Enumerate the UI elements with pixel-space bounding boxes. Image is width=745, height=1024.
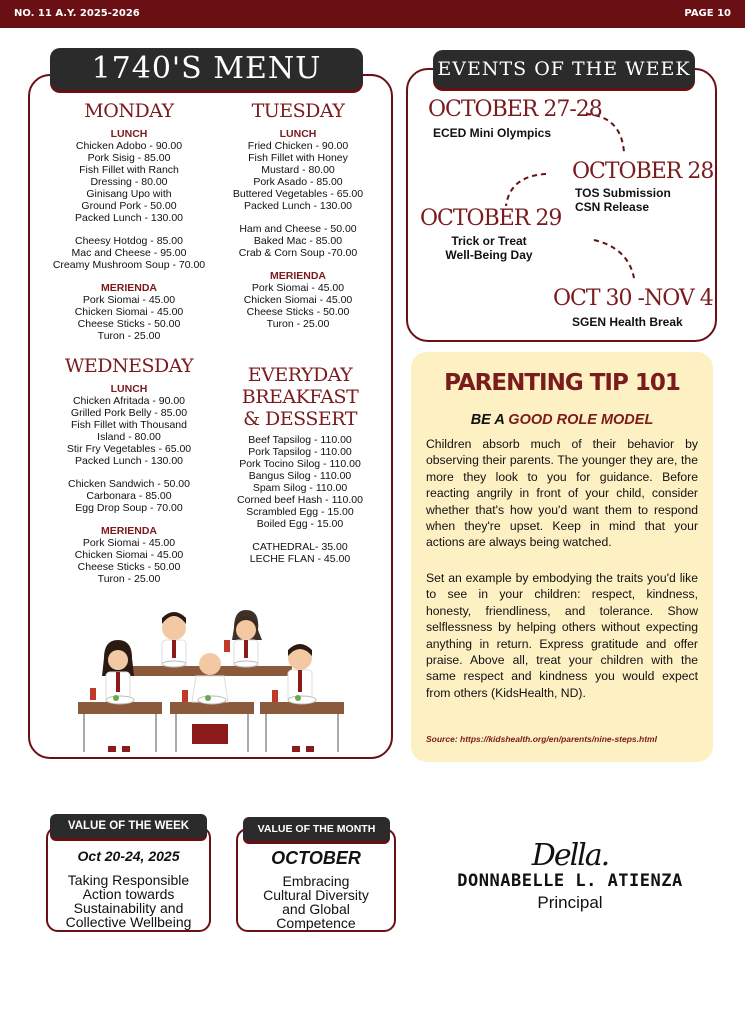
list-item: Pork Asado - 85.00 (253, 176, 343, 188)
list-item: Packed Lunch - 130.00 (75, 455, 183, 467)
list-item: Chicken Sandwich - 50.00 (68, 478, 190, 490)
list-item: Action towards (82, 886, 175, 902)
value-of-month-box (236, 828, 396, 932)
monday-menu (40, 100, 218, 342)
list-item: Chicken Afritada - 90.00 (72, 395, 186, 407)
list-item: Dressing - 80.00 (90, 176, 168, 188)
list-item: Creamy Mushroom Soup - 70.00 (52, 259, 206, 271)
lunch-label: LUNCH (279, 128, 317, 140)
value-week-date: Oct 20-24, 2025 (77, 848, 180, 864)
list-item: Crab & Corn Soup -70.00 (238, 247, 358, 259)
lunch-label: LUNCH (110, 383, 148, 395)
dessert-list (218, 541, 382, 565)
event-description: Trick or Treat Well-Being Day (445, 234, 533, 262)
event-date: OCTOBER 27-28 (428, 97, 602, 122)
event-date: OCT 30 -NOV 4 (553, 286, 713, 311)
tip-paragraph: Set an example by embodying the traits you'd like to see in your children: respect, kindness, honesty, friendliness, and tolerance. Show selflessness by helping others without expecting anything in return. Express gratitude and offer praise. Above all, treat your children with the same respect and kindness you would expect from others (KidsHealth, ND). (426, 571, 698, 700)
event-description: TOS Submission CSN Release (575, 186, 671, 214)
students-dining-illustration (74, 606, 346, 754)
merienda-label: MERIENDA (100, 525, 157, 537)
list-item: Mac and Cheese - 95.00 (71, 247, 187, 259)
list-item: Carbonara - 85.00 (86, 490, 172, 502)
list-item: Buttered Vegetables - 65.00 (232, 188, 364, 200)
list-item: Sustainability and (73, 900, 184, 916)
issue-number: NO. 11 A.Y. 2025-2026 (14, 8, 140, 19)
merienda-list (40, 294, 218, 342)
list-item: Fish Fillet with Thousand (71, 419, 187, 431)
list-item: Mustard - 80.00 (261, 164, 335, 176)
list-item: Grilled Pork Belly - 85.00 (70, 407, 188, 419)
value-week-text (48, 873, 209, 929)
value-of-month-label: VALUE OF THE MONTH (243, 817, 390, 841)
lunch-list (40, 140, 218, 224)
lunch-label: LUNCH (110, 128, 148, 140)
list-item: BREAKFAST (241, 386, 359, 408)
principal-name: DONNABELLE L. ATIENZA (457, 871, 683, 891)
student-figure (102, 640, 134, 702)
breakfast-list (218, 434, 382, 530)
list-item: Ground Pork - 50.00 (81, 200, 177, 212)
list-item: Corned beef Hash - 110.00 (237, 494, 363, 506)
list-item: Competence (276, 915, 356, 931)
value-month-date: OCTOBER (271, 848, 361, 868)
list-item: Pork Tapsilog - 110.00 (248, 446, 352, 458)
list-item: Turon - 25.00 (97, 330, 161, 342)
everyday-heading (218, 364, 382, 430)
event-date: OCTOBER 28 (572, 159, 714, 184)
list-item: Pork Tocino Silog - 110.00 (239, 458, 361, 470)
list-item: Packed Lunch - 130.00 (244, 200, 352, 212)
extras-list (44, 478, 214, 514)
list-item: Egg Drop Soup - 70.00 (75, 502, 183, 514)
list-item: CATHEDRAL- 35.00 (252, 541, 348, 553)
list-item: Fried Chicken - 90.00 (247, 140, 349, 152)
list-item: Fish Fillet with Ranch (79, 164, 179, 176)
list-item: Fish Fillet with Honey (248, 152, 348, 164)
principal-signature-block (450, 838, 690, 913)
tip-source: Source: https://kidshealth.org/en/parents/nine-steps.html (426, 734, 657, 744)
list-item: Ham and Cheese - 50.00 (239, 223, 357, 235)
list-item: Pork Siomai - 45.00 (82, 537, 176, 549)
merienda-list (44, 537, 214, 585)
day-heading: TUESDAY (251, 100, 345, 122)
list-item: EVERYDAY (247, 364, 353, 386)
list-item: Chicken Siomai - 45.00 (74, 306, 184, 318)
page-number: PAGE 10 (684, 8, 731, 19)
header-bar (0, 0, 745, 28)
list-item: LECHE FLAN - 45.00 (249, 553, 351, 565)
merienda-label: MERIENDA (100, 282, 157, 294)
list-item: Packed Lunch - 130.00 (75, 212, 183, 224)
value-of-week-box (46, 826, 211, 932)
list-item: Cultural Diversity (263, 887, 369, 903)
day-heading: MONDAY (84, 100, 174, 122)
list-item: & DESSERT (243, 408, 357, 430)
list-item: Spam Silog - 110.00 (252, 482, 348, 494)
list-item: and Global (282, 901, 350, 917)
list-item: Pork Siomai - 45.00 (82, 294, 176, 306)
lunch-list (212, 140, 384, 212)
list-item: Collective Wellbeing (65, 914, 192, 930)
student-figure (232, 610, 262, 666)
extras-list (212, 223, 384, 259)
list-item: Beef Tapsilog - 110.00 (248, 434, 352, 446)
wednesday-menu (44, 355, 214, 585)
value-month-text (238, 874, 394, 930)
list-item: Chicken Siomai - 45.00 (74, 549, 184, 561)
list-item: Pork Sisig - 85.00 (87, 152, 171, 164)
everyday-menu (218, 364, 382, 565)
list-item: Cheesy Hotdog - 85.00 (75, 235, 183, 247)
principal-role: Principal (537, 893, 603, 912)
parenting-tip-card (411, 352, 713, 762)
merienda-label: MERIENDA (269, 270, 326, 282)
list-item: Baked Mac - 85.00 (253, 235, 343, 247)
list-item: Bangus Silog - 110.00 (248, 470, 352, 482)
list-item: Stir Fry Vegetables - 65.00 (66, 443, 192, 455)
event-description: SGEN Health Break (572, 315, 683, 329)
event-date: OCTOBER 29 (420, 206, 562, 231)
extras-list (40, 235, 218, 271)
list-item: Cheese Sticks - 50.00 (77, 561, 181, 573)
student-figure (162, 612, 186, 666)
list-item: Ginisang Upo with (86, 188, 172, 200)
merienda-list (212, 282, 384, 330)
student-figure (288, 644, 312, 702)
event-description: ECED Mini Olympics (433, 126, 552, 140)
list-item: Turon - 25.00 (266, 318, 330, 330)
events-title: EVENTS OF THE WEEK (433, 50, 695, 88)
list-item: Cheese Sticks - 50.00 (246, 306, 350, 318)
list-item: Chicken Adobo - 90.00 (75, 140, 183, 152)
list-item: Turon - 25.00 (97, 573, 161, 585)
list-item: Scrambled Egg - 15.00 (246, 506, 354, 518)
list-item: Embracing (282, 873, 350, 889)
tip-paragraph: Children absorb much of their behavior by observing their parents. The younger they are, the more they look to you for guidance. Before reacting angrily in front of your child, consider whether that's how you'd want them to respond when they're upset. Keep in mind that your actions are always being watched. (426, 437, 698, 550)
value-of-week-label: VALUE OF THE WEEK (50, 814, 207, 838)
handwritten-signature: Della. (531, 838, 609, 873)
list-item: Chicken Siomai - 45.00 (243, 294, 353, 306)
tip-title: PARENTING TIP 101 (444, 370, 680, 396)
lunch-list (44, 395, 214, 467)
day-heading: WEDNESDAY (64, 355, 194, 377)
list-item: Cheese Sticks - 50.00 (77, 318, 181, 330)
tuesday-menu (212, 100, 384, 330)
menu-title: 1740'S MENU (50, 48, 363, 90)
list-item: Pork Siomai - 45.00 (251, 282, 345, 294)
list-item: Boiled Egg - 15.00 (256, 518, 344, 530)
tip-subtitle: BE A GOOD ROLE MODEL (470, 412, 654, 428)
list-item: Taking Responsible (67, 872, 190, 888)
list-item: Island - 80.00 (97, 431, 161, 443)
